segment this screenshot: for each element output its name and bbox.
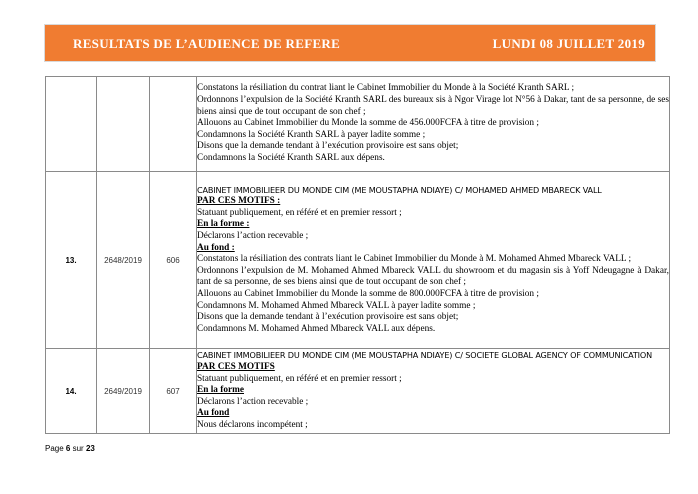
case-caption: CABINET IMMOBILIEER DU MONDE CIM (ME MOUSTAPHA NDIAYE) C/ MOHAMED AHMED MBARECK VALL: [197, 184, 602, 195]
case-number: [46, 77, 97, 172]
ruling-text: [197, 172, 670, 349]
ruling-line: Ordonnons l’expulsion de la Société Kranth SARL des bureaux sis à Ngor Virage lot N°56 à Dakar, tant de sa personne, de ses biens ainsi que de tout occupant de son chef ;: [197, 95, 669, 117]
fond-heading: Au fond: [197, 408, 230, 419]
ruling-line: Condamnons M. Mohamed Ahmed Mbareck VALL aux dépens.: [197, 323, 436, 334]
page-title: RESULTATS DE L’AUDIENCE DE REFERE: [73, 36, 341, 51]
hearing-date: LUNDI 08 JUILLET 2019: [492, 36, 645, 51]
ruling-line: Allouons au Cabinet Immobilier du Monde la somme de 456.000FCFA à titre de provision ;: [197, 118, 539, 129]
forme-heading: En la forme :: [197, 219, 250, 230]
ruling-line: Constatons la résiliation du contrat liant le Cabinet Immobilier du Monde à la Société Kranth SARL ;: [197, 83, 575, 94]
page-label: Page: [45, 444, 64, 453]
motifs-heading: PAR CES MOTIFS: [197, 362, 275, 373]
ruling-line: Nous déclarons incompétent ;: [197, 419, 308, 430]
case-number: 14.: [46, 349, 97, 434]
ruling-line: Disons que la demande tendant à l’exécution provisoire est sans objet;: [197, 312, 459, 323]
case-reference: [97, 77, 150, 172]
case-number: 13.: [46, 172, 97, 349]
forme-heading: En la forme: [197, 385, 244, 396]
statuant-line: Statuant publiquement, en référé et en premier ressort ;: [197, 373, 402, 384]
ruling-line: Ordonnons l’expulsion de M. Mohamed Ahmed Mbareck VALL du showroom et du magasin sis à Yoff Ndeugagne à Dakar, tant de sa personne, de ses biens ainsi que de tout occupant de son chef ;: [197, 265, 669, 288]
ruling-text: [197, 77, 670, 172]
page-total: 23: [85, 444, 95, 453]
forme-line: Déclarons l’action recevable ;: [197, 231, 309, 242]
ruling-line: Allouons au Cabinet Immobilier du Monde la somme de 800.000FCFA à titre de provision ;: [197, 288, 539, 299]
page-separator: sur: [72, 444, 84, 453]
results-table: [45, 76, 670, 434]
header-bar: [44, 24, 656, 62]
case-caption: CABINET IMMOBILIEER DU MONDE CIM (ME MOUSTAPHA NDIAYE) C/ SOCIETE GLOBAL AGENCY OF COMMUNICATION: [197, 350, 652, 361]
ruling-line: Condamnons M. Mohamed Ahmed Mbareck VALL à payer ladite somme ;: [197, 300, 476, 311]
page-footer: [45, 444, 95, 453]
table-row: [46, 349, 670, 434]
case-reference: 2648/2019: [97, 172, 150, 349]
case-reference: 2649/2019: [97, 349, 150, 434]
ruling-line: Condamnons la Société Kranth SARL à payer ladite somme ;: [197, 129, 426, 140]
case-repertoire: [150, 77, 197, 172]
table-row: [46, 77, 670, 172]
case-repertoire: 607: [150, 349, 197, 434]
table-row: [46, 172, 670, 349]
ruling-line: Condamnons la Société Kranth SARL aux dépens.: [197, 152, 385, 163]
motifs-heading: PAR CES MOTIFS :: [197, 196, 281, 207]
page-current: 6: [65, 444, 71, 453]
case-repertoire: 606: [150, 172, 197, 349]
ruling-text: [197, 349, 670, 434]
ruling-line: Constatons la résiliation des contrats liant le Cabinet Immobilier du Monde à M. Mohamed Ahmed Mbareck VALL ;: [197, 254, 632, 265]
ruling-line: Disons que la demande tendant à l’exécution provisoire est sans objet;: [197, 141, 459, 152]
forme-line: Déclarons l’action recevable ;: [197, 396, 309, 407]
statuant-line: Statuant publiquement, en référé et en premier ressort ;: [197, 207, 402, 218]
fond-heading: Au fond :: [197, 242, 235, 253]
